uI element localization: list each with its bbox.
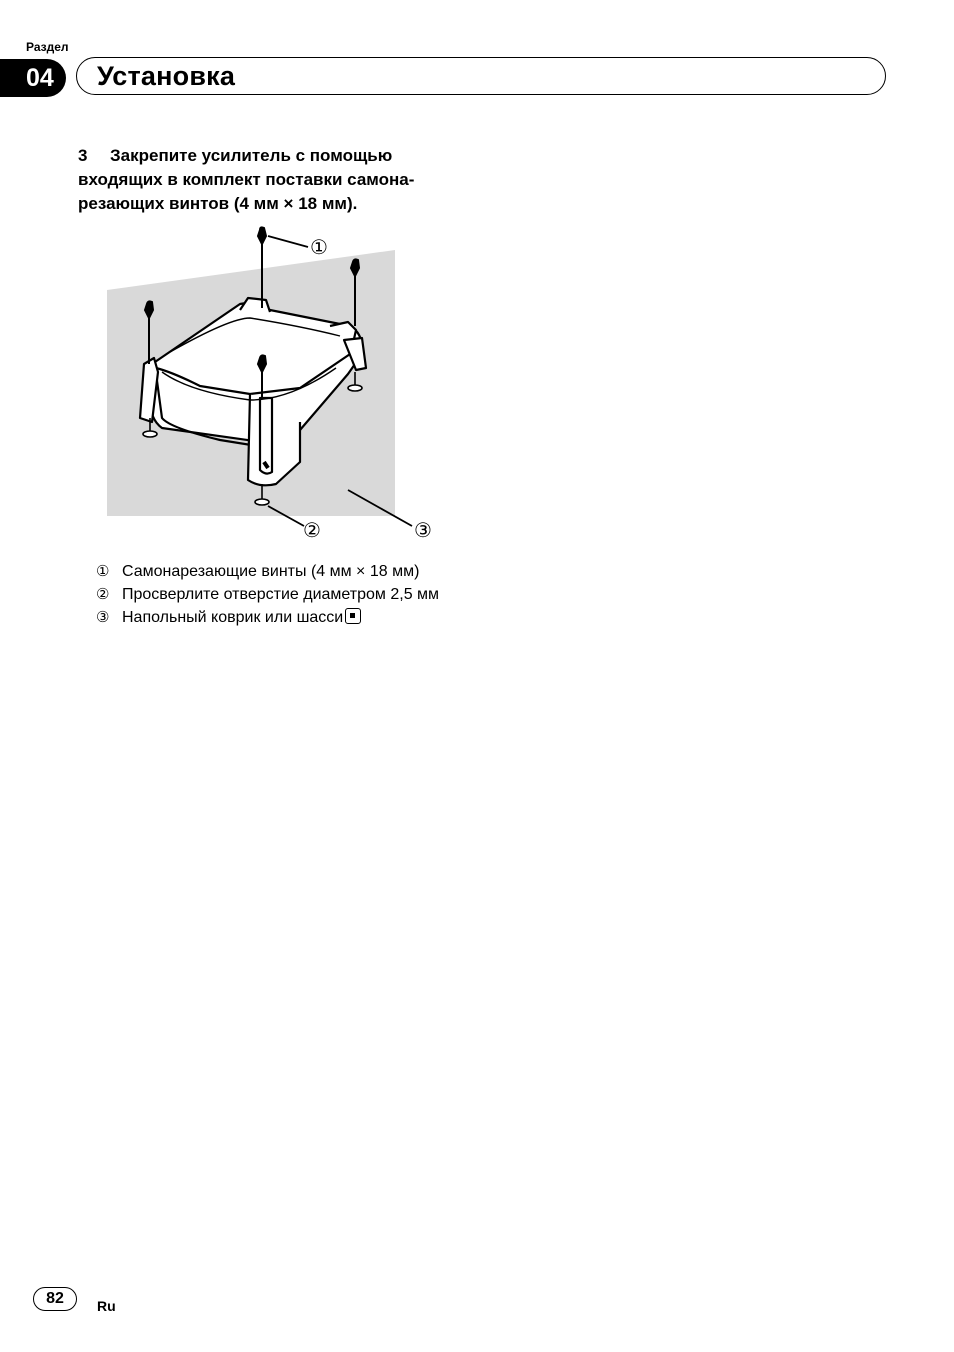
page-number: 82: [33, 1287, 77, 1311]
section-title: Установка: [97, 61, 236, 91]
step-text-line-3: резающих винтов (4 мм × 18 мм).: [78, 194, 358, 213]
language-code: Ru: [97, 1298, 116, 1314]
legend-text: Напольный коврик или шасси: [122, 609, 344, 626]
legend-item-screws: [96, 560, 476, 583]
section-number-badge: 04: [0, 59, 66, 97]
legend-num: ②: [96, 586, 110, 603]
legend-num: ①: [96, 563, 110, 580]
callout-1: ①: [310, 235, 328, 259]
legend-item-drill-hole: [96, 583, 476, 606]
callout-3: ③: [414, 518, 432, 542]
step-number: 3: [78, 146, 88, 165]
amplifier-mounting-diagram: [100, 222, 440, 548]
legend-item-floor-mat: [96, 606, 476, 629]
step-text-line-1: Закрепите усилитель с помощью: [110, 146, 393, 165]
legend-text: Просверлите отверстие диаметром 2,5 мм: [122, 586, 440, 603]
step-text-line-2: входящих в комплект поставки самона-: [78, 170, 415, 189]
diagram-legend: [96, 560, 476, 629]
callout-2: ②: [303, 518, 321, 542]
end-of-section-icon: [345, 608, 361, 624]
leader-line-1: [268, 236, 308, 247]
legend-num: ③: [96, 609, 110, 626]
legend-text: Самонарезающие винты (4 мм × 18 мм): [122, 563, 420, 580]
section-label: Раздел: [26, 40, 69, 54]
